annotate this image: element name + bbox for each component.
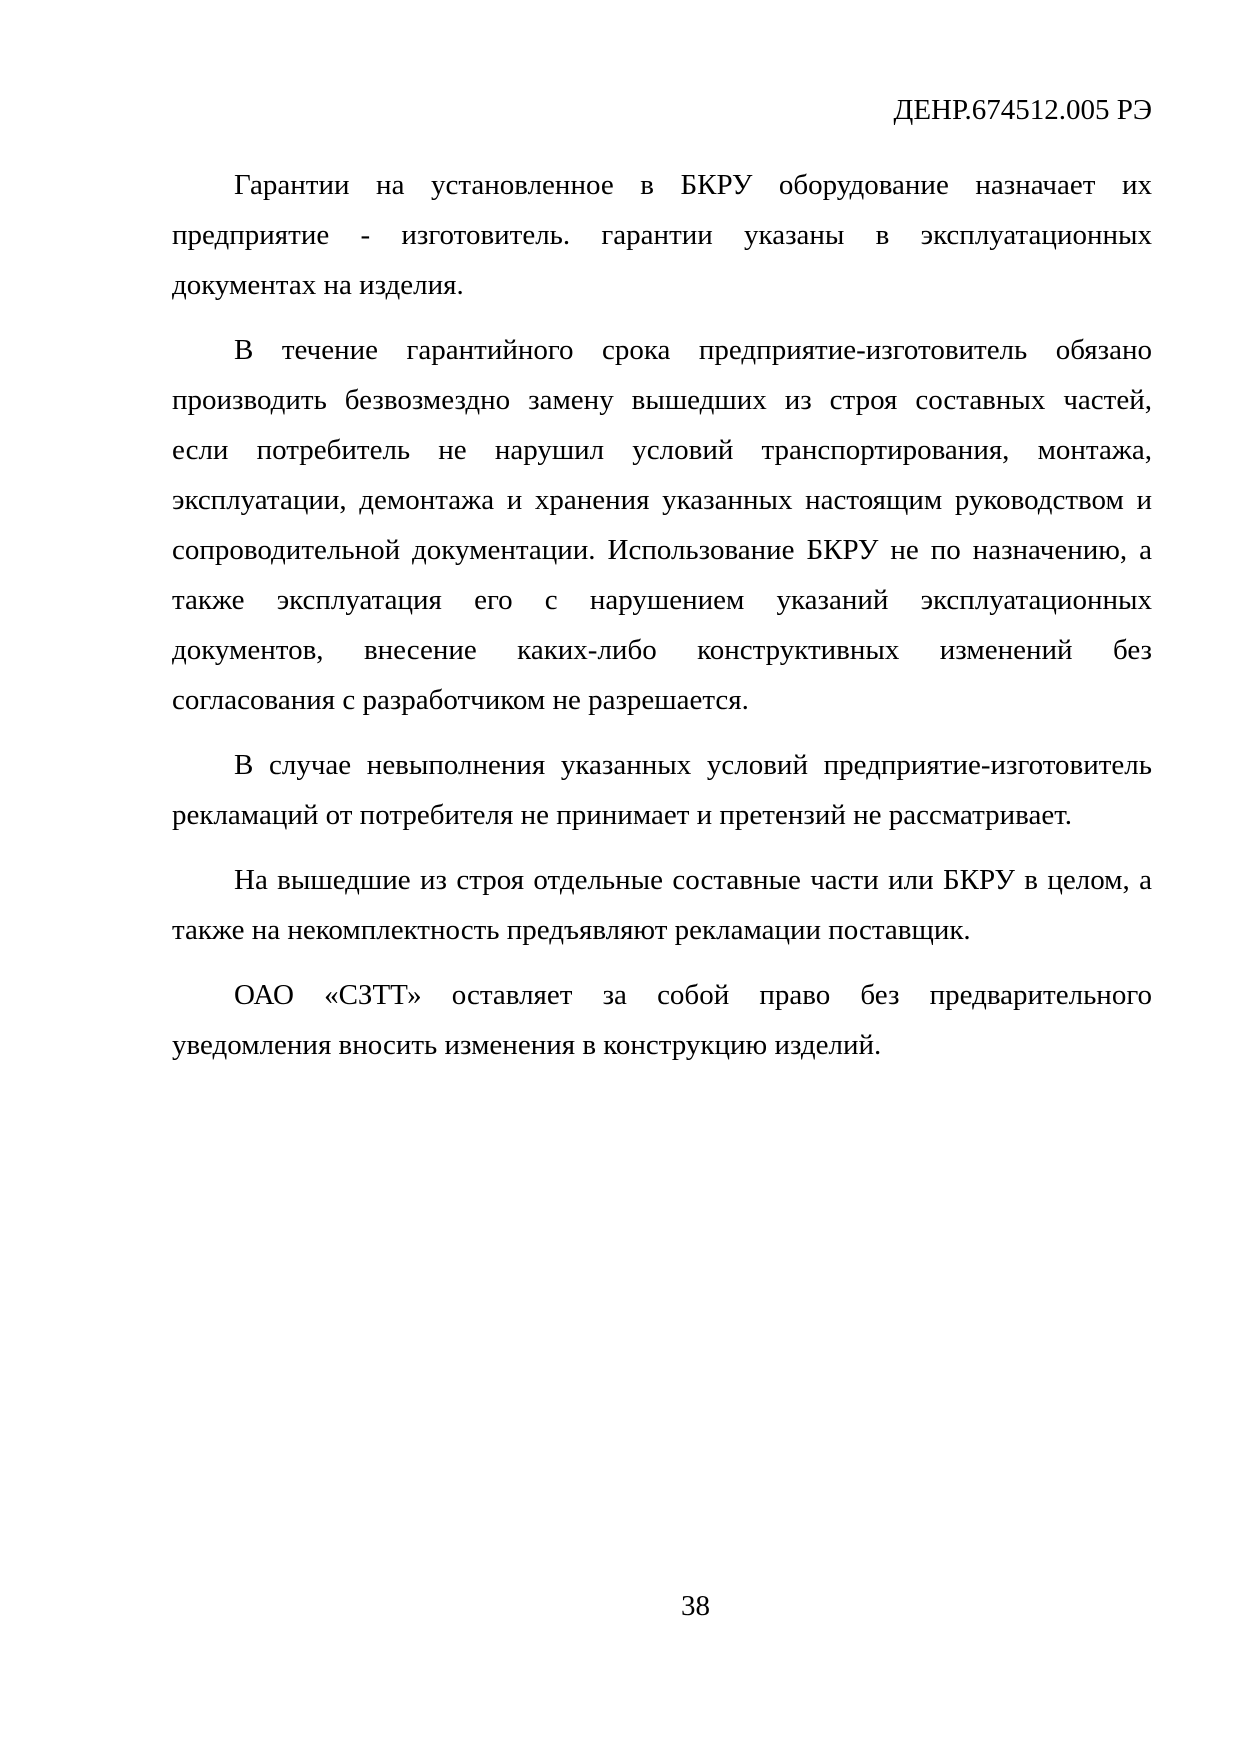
- body-line: В случае невыполнения указанных условий предприятие-изготовитель: [234, 749, 1152, 781]
- body-line: также эксплуатация его с нарушением указаний эксплуатационных: [172, 584, 1152, 616]
- body-line: также на некомплектность предъявляют рекламации поставщик.: [172, 914, 971, 946]
- paragraph-design-changes: [172, 970, 1152, 1070]
- page-number: 38: [681, 1590, 710, 1622]
- body-line: документов, внесение каких-либо конструктивных изменений без: [172, 634, 1152, 666]
- body-line: эксплуатации, демонтажа и хранения указанных настоящим руководством и: [172, 484, 1152, 516]
- paragraph-claims-supplier: [172, 855, 1152, 955]
- paragraph-warranty-assignment: [172, 160, 1152, 310]
- body-line: если потребитель не нарушил условий транспортирования, монтажа,: [172, 434, 1152, 466]
- document-code: ДЕНР.674512.005 РЭ: [893, 94, 1152, 126]
- paragraph-warranty-period: [172, 325, 1152, 725]
- body-line: документах на изделия.: [172, 269, 464, 301]
- body-line: рекламаций от потребителя не принимает и претензий не рассматривает.: [172, 799, 1072, 831]
- body-line: ОАО «СЗТТ» оставляет за собой право без предварительного: [234, 979, 1152, 1011]
- body-line: сопроводительной документации. Использование БКРУ не по назначению, а: [172, 534, 1152, 566]
- body-line: Гарантии на установленное в БКРУ оборудование назначает их: [234, 169, 1152, 201]
- body-line: уведомления вносить изменения в конструкцию изделий.: [172, 1029, 882, 1061]
- body-line: На вышедшие из строя отдельные составные части или БКРУ в целом, а: [234, 864, 1152, 896]
- body-line: В течение гарантийного срока предприятие-изготовитель обязано: [234, 334, 1152, 366]
- body-line: производить безвозмездно замену вышедших из строя составных частей,: [172, 384, 1152, 416]
- body-line: предприятие - изготовитель. гарантии указаны в эксплуатационных: [172, 219, 1152, 251]
- document-content: [172, 85, 1152, 1085]
- paragraph-claims-rejection: [172, 740, 1152, 840]
- body-line: согласования с разработчиком не разрешается.: [172, 684, 749, 716]
